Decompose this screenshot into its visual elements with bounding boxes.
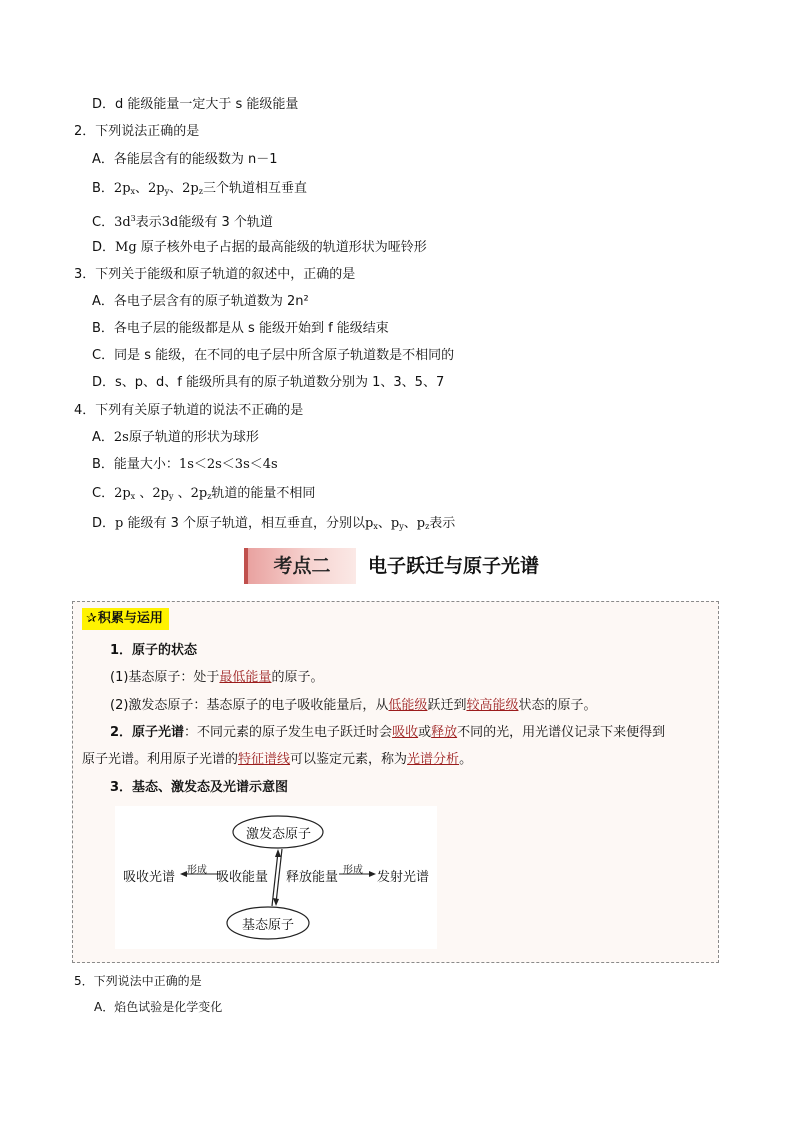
q3-option-d: D．s、p、d、f 能级所具有的原子轨道数分别为 1、3、5、7: [92, 375, 445, 390]
electron-config-formula: $3d^3$: [114, 214, 136, 230]
q4-option-a: A．2s原子轨道的形状为球形: [92, 430, 259, 445]
q3-option-b: B．各电子层的能级都是从 s 能级开始到 f 能级结束: [92, 321, 389, 336]
q2-option-a: A．各能层含有的能级数为 n－1: [92, 152, 278, 167]
q4-option-c: C．$2p_x$ 、$2p_y$ 、$2p_z$轨道的能量不相同: [92, 486, 316, 501]
q3-option-a: A．各电子层含有的原子轨道数为 2n²: [92, 294, 309, 309]
emission-spectrum-label: 发射光谱: [377, 870, 430, 885]
q4-option-b: B．能量大小：1s＜2s＜3s＜4s: [92, 457, 278, 472]
orbital-formula: $2p_x$、$2p_y$、$2p_z$: [113, 181, 203, 196]
ground-state-label: 基态原子: [242, 918, 295, 933]
q4-stem: 4．下列有关原子轨道的说法不正确的是: [74, 403, 304, 418]
q3-option-c: C．同是 s 能级，在不同的电子层中所含原子轨道数是不相同的: [92, 348, 455, 363]
box-line-3: 2．原子光谱：不同元素的原子发生电子跃迁时会吸收或释放不同的光，用光谱仪记录下来便得到: [110, 725, 666, 740]
star-icon: ✰: [86, 611, 97, 626]
excited-state-label: 激发态原子: [246, 827, 312, 842]
section-title: 电子跃迁与原子光谱: [368, 555, 540, 577]
q5-stem: 5．下列说法中正确的是: [74, 974, 202, 988]
q3-stem: 3．下列关于能级和原子轨道的叙述中，正确的是: [74, 267, 356, 282]
q2-stem: 2．下列说法正确的是: [74, 124, 200, 139]
q5-option-a: A．焰色试验是化学变化: [94, 1000, 223, 1014]
element-symbol: Mg: [115, 240, 141, 255]
box-line-1: (1)基态原子：处于最低能量的原子。: [110, 670, 324, 685]
knowledge-box-tag: ✰积累与运用: [82, 608, 169, 630]
box-line-4: 原子光谱。利用原子光谱的特征谱线可以鉴定元素，称为光谱分析。: [82, 752, 473, 767]
section-banner: [244, 548, 554, 584]
q4-option-d: D．p 能级有 3 个原子轨道，相互垂直，分别以$p_x$、$p_y$、$p_z$表示: [92, 516, 456, 531]
left-form-label: 形成: [187, 865, 207, 876]
box-line-2: (2)激发态原子：基态原子的电子吸收能量后，从低能级跃迁到较高能级状态的原子。: [110, 698, 597, 713]
q2-option-c: C．$3d^3$表示3d能级有 3 个轨道: [92, 214, 273, 230]
absorption-spectrum-label: 吸收光谱: [123, 870, 176, 885]
right-form-label: 形成: [343, 865, 363, 876]
q2-option-d: D．Mg 原子核外电子占据的最高能级的轨道形状为哑铃形: [92, 240, 427, 255]
box-heading-3: 3．基态、激发态及光谱示意图: [110, 780, 289, 795]
box-heading-1: 1．原子的状态: [110, 643, 198, 658]
absorb-energy-label: 吸收能量: [216, 870, 269, 885]
section-tag: 考点二: [244, 548, 356, 584]
q1-option-d: D．d 能级能量一定大于 s 能级能量: [92, 97, 299, 112]
spectrum-diagram: [115, 806, 437, 949]
q2-option-b: B．$2p_x$、$2p_y$、$2p_z$三个轨道相互垂直: [92, 181, 307, 196]
release-energy-label: 释放能量: [286, 870, 339, 885]
